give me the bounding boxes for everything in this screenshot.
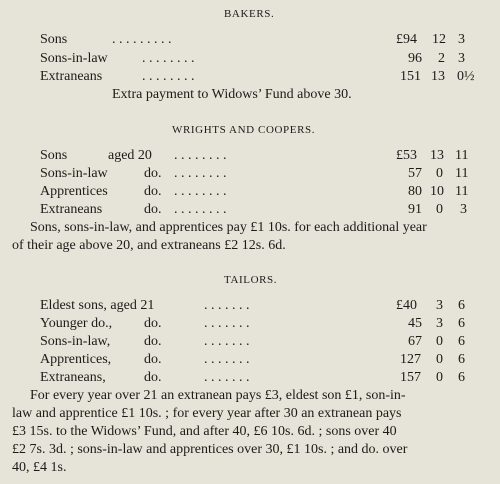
amount-shillings: 0: [436, 166, 443, 181]
table-row: [40, 298, 154, 314]
tailors-note-line: For every year over 21 an extranean pays £3, eldest son £1, son-in-: [30, 388, 406, 403]
row-qualifier: aged 20: [108, 148, 152, 163]
amount-pence: 11: [455, 184, 469, 199]
row-qualifier: do.: [144, 370, 162, 385]
amount-pounds: 67: [408, 334, 422, 349]
leader-dots: . . . . . . .: [204, 316, 250, 331]
amount-pounds: 96: [408, 51, 422, 66]
bakers-note: Extra payment to Widows’ Fund above 30.: [112, 87, 352, 102]
amount-pence: 6: [458, 316, 465, 331]
amount-pence: 11: [455, 166, 469, 181]
table-row: [40, 184, 108, 200]
amount-shillings: 3: [436, 298, 443, 313]
amount-pence: 0½: [457, 69, 475, 84]
table-row: [40, 32, 67, 48]
amount-pounds: 80: [408, 184, 422, 199]
table-row: [40, 202, 102, 218]
amount-pence: 6: [458, 298, 465, 313]
amount-shillings: 0: [436, 370, 443, 385]
row-label: Apprentices: [40, 184, 108, 199]
amount-pounds: 91: [408, 202, 422, 217]
amount-shillings: 3: [436, 316, 443, 331]
row-label: Sons-in-law: [40, 166, 108, 181]
row-qualifier: do.: [144, 316, 162, 331]
row-label: Sons-in-law: [40, 51, 108, 66]
table-row: [40, 166, 108, 182]
amount-shillings: 10: [430, 184, 444, 199]
leader-dots: . . . . . . . .: [142, 51, 195, 66]
row-label: Extraneans,: [40, 370, 106, 385]
table-row: [40, 148, 67, 164]
leader-dots: . . . . . . . .: [174, 202, 227, 217]
row-label: Sons: [40, 32, 68, 47]
tailors-note-line: law and apprentice £1 10s. ; for every year after 30 an extranean pays: [12, 406, 402, 421]
amount-pounds: 57: [408, 166, 422, 181]
amount-pounds: 151: [400, 69, 421, 84]
tailors-heading: TAILORS.: [224, 274, 278, 286]
row-label: Younger do.,: [40, 316, 113, 331]
amount-pounds: 127: [400, 352, 421, 367]
amount-pounds: £94: [396, 32, 417, 47]
leader-dots: . . . . . . .: [204, 334, 250, 349]
amount-shillings: 2: [438, 51, 445, 66]
table-row: [40, 334, 110, 350]
table-row: [40, 51, 108, 67]
amount-shillings: 0: [436, 202, 443, 217]
amount-pence: 3: [458, 51, 465, 66]
row-qualifier: do.: [144, 352, 162, 367]
leader-dots: . . . . . . .: [204, 298, 250, 313]
amount-shillings: 13: [430, 148, 444, 163]
row-qualifier: do.: [144, 166, 162, 181]
leader-dots: . . . . . . .: [204, 352, 250, 367]
tailors-note-line: £2 7s. 3d. ; sons-in-law and apprentices over 30, £1 10s. ; and do. over: [12, 442, 408, 457]
amount-shillings: 0: [436, 334, 443, 349]
amount-pounds: £53: [396, 148, 417, 163]
amount-pounds: 45: [408, 316, 422, 331]
amount-shillings: 12: [432, 32, 446, 47]
row-label: Extraneans: [40, 202, 103, 217]
table-row: [40, 370, 106, 386]
row-qualifier: do.: [144, 334, 162, 349]
leader-dots: . . . . . . . .: [174, 148, 227, 163]
amount-pence: 6: [458, 334, 465, 349]
table-row: [40, 352, 111, 368]
table-row: [40, 69, 102, 85]
amount-pounds: 157: [400, 370, 421, 385]
amount-pence: 3: [460, 202, 467, 217]
amount-pence: 11: [455, 148, 469, 163]
amount-pence: 6: [458, 352, 465, 367]
leader-dots: . . . . . . . . .: [112, 32, 172, 47]
amount-shillings: 13: [431, 69, 445, 84]
table-row: [40, 316, 112, 332]
row-label: Apprentices,: [40, 352, 112, 367]
wrights-note-line: of their age above 20, and extraneans £2 12s. 6d.: [12, 238, 286, 253]
row-label: Eldest sons, aged 21: [40, 298, 155, 313]
tailors-note-line: £3 15s. to the Widows’ Fund, and after 40, £6 10s. 6d. ; sons over 40: [12, 424, 397, 439]
amount-pence: 6: [458, 370, 465, 385]
wrights-heading: WRIGHTS AND COOPERS.: [172, 124, 316, 136]
row-qualifier: do.: [144, 202, 162, 217]
bakers-heading: BAKERS.: [224, 8, 275, 20]
leader-dots: . . . . . . . .: [142, 69, 195, 84]
leader-dots: . . . . . . .: [204, 370, 250, 385]
row-qualifier: do.: [144, 184, 162, 199]
amount-pence: 3: [458, 32, 465, 47]
row-label: Extraneans: [40, 69, 103, 84]
row-label: Sons: [40, 148, 68, 163]
leader-dots: . . . . . . . .: [174, 166, 227, 181]
leader-dots: . . . . . . . .: [174, 184, 227, 199]
row-label: Sons-in-law,: [40, 334, 111, 349]
amount-pounds: £40: [396, 298, 417, 313]
tailors-note-line: 40, £4 1s.: [12, 460, 67, 475]
amount-shillings: 0: [436, 352, 443, 367]
wrights-note-line: Sons, sons-in-law, and apprentices pay £1 10s. for each additional year: [30, 220, 427, 235]
